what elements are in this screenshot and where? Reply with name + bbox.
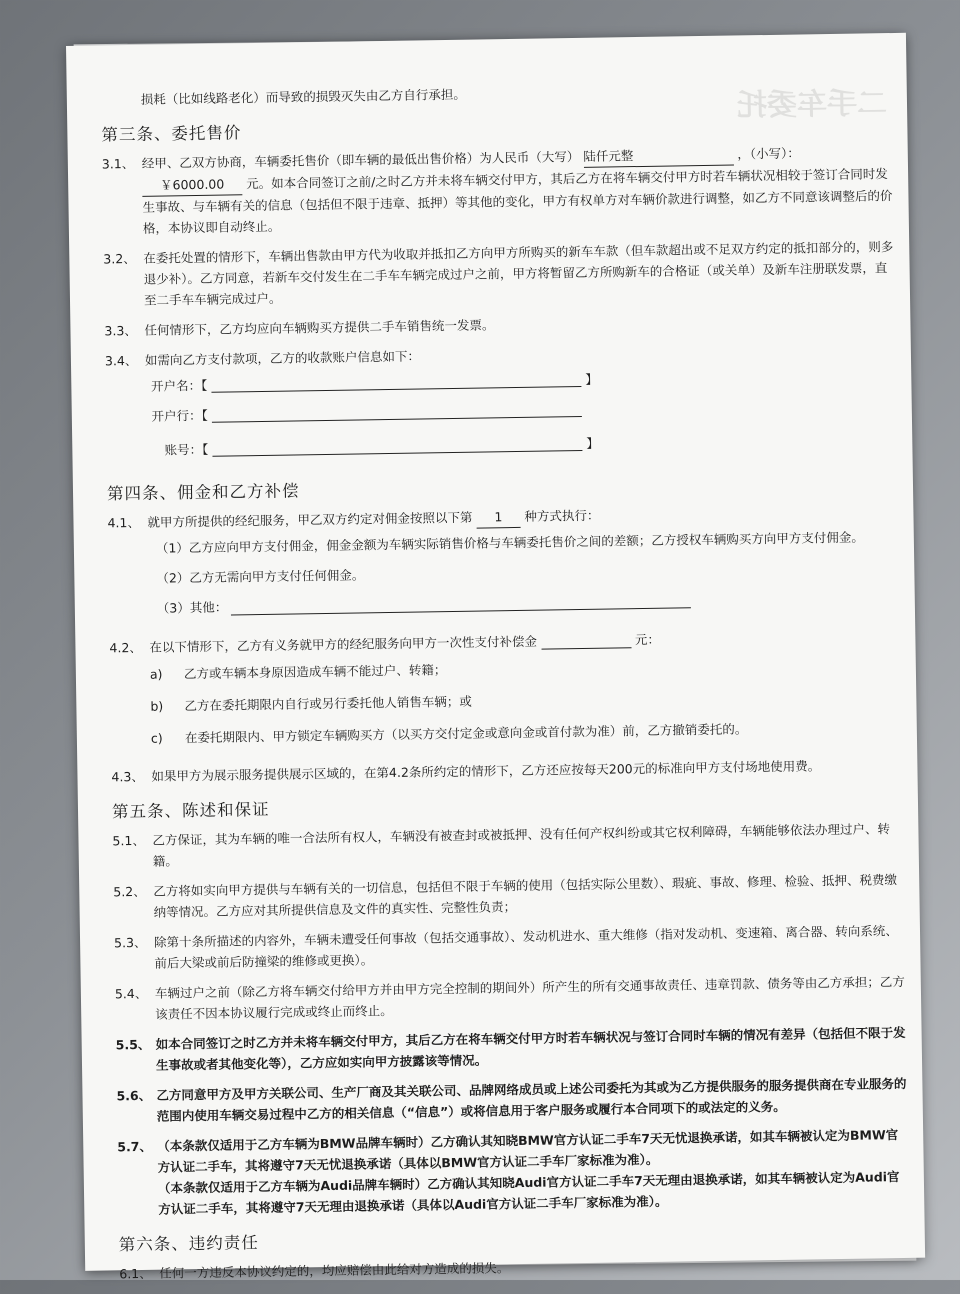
page-content bbox=[101, 77, 910, 1293]
article-5-title: 第五条、陈述和保证 bbox=[111, 799, 270, 822]
sub-item-label: c) bbox=[150, 730, 163, 746]
clause-text: 在委托处置的情形下，车辆出售款由甲方代为收取并抵扣乙方向甲方所购买的新车车款（但车款超出或不足双方约定的抵扣部分的，则多退少补）。乙方同意，若新车交付发生在二手车车辆完成过户之前，甲方将暂留乙方所购新车的合格证（或关单）及新车注册联发票，直至二手车车辆完成过户。 bbox=[143, 239, 894, 308]
sub-item-label: a) bbox=[149, 666, 163, 682]
bank-name-label: 开户行：【 bbox=[151, 407, 208, 424]
clause-5-5 bbox=[116, 1022, 907, 1076]
other-method-field[interactable] bbox=[231, 593, 691, 615]
sub-item-text: 乙方在委托期限内自行或另行委托他人销售车辆；或 bbox=[184, 693, 472, 713]
commission-option-3 bbox=[157, 586, 899, 619]
account-number-label: 账号：【 bbox=[164, 441, 209, 458]
sub-item-text: 乙方或车辆本身原因造成车辆不能过户、转籍； bbox=[183, 661, 447, 681]
clause-5-4 bbox=[115, 971, 906, 1025]
clause-num: 5.6、 bbox=[116, 1087, 152, 1104]
clause-5-7 bbox=[117, 1124, 908, 1220]
clause-5-2 bbox=[113, 869, 904, 923]
commission-option-2: （2）乙方无需向甲方支付任何佣金。 bbox=[156, 567, 365, 586]
clause-text-b: 种方式执行： bbox=[524, 507, 600, 524]
clause-num: 3.2、 bbox=[103, 250, 136, 267]
price-lowercase: ￥6000.00 bbox=[142, 173, 242, 197]
clause-3-1 bbox=[102, 141, 893, 239]
clause-text-b: 元： bbox=[634, 631, 661, 648]
clause-num: 4.2、 bbox=[109, 639, 142, 656]
clause-num: 5.7、 bbox=[117, 1138, 153, 1155]
clause-text: 乙方将如实向甲方提供与车辆有关的一切信息，包括但不限于车辆的使用（包括实际公里数）、瑕疵、事故、修理、检验、抵押、税费缴纳等情况。乙方应对其所提供信息及文件的真实性、完整性负责； bbox=[153, 872, 898, 920]
clause-text-a: 经甲、乙双方协商，车辆委托售价（即车辆的最低出售价格）为人民币（大写） bbox=[141, 148, 580, 171]
clause-text: 乙方同意甲方及甲方关联公司、生产厂商及其关联公司、品牌网络成员或上述公司委托为其或为乙方提供服务的服务提供商在专业服务的范围内使用车辆交易过程中乙方的相关信息（“信息”）或将信息用于客户服务或履行本合同项下的或法定的义务。 bbox=[156, 1075, 907, 1124]
audi-paragraph: （本条款仅适用于乙方车辆为Audi品牌车辆时）乙方确认其知晓Audi官方认证二手车7天无理由退换承诺，如其车辆被认定为Audi官方认证二手车，其将遵守7天无理由退换承诺（具体以Audi官方认证二手车厂家标准为准）。 bbox=[157, 1169, 900, 1217]
commission-method-choice: 1 bbox=[476, 506, 520, 529]
bracket-close: 】 bbox=[585, 371, 598, 387]
clause-5-6 bbox=[116, 1073, 907, 1127]
clause-text: 如需向乙方支付款项，乙方的收款账户信息如下： bbox=[144, 348, 421, 368]
sub-item-text: 在委托期限内、甲方锁定车辆购买方（以买方交付定金或意向金或首付款为准）前，乙方撤销委托的。 bbox=[184, 720, 748, 745]
clause-text bbox=[157, 1124, 908, 1220]
clause-text bbox=[142, 141, 893, 239]
clause-num: 4.1、 bbox=[107, 514, 141, 531]
clause-text-a: 在以下情形下，乙方有义务就甲方的经纪服务向甲方一次性支付补偿金 bbox=[149, 633, 538, 655]
clause-num: 3.1、 bbox=[101, 155, 135, 172]
clause-text: 如果甲方为展示服务提供展示区域的，在第4.2条所约定的情形下，乙方还应按每天200元的标准向甲方支付场地使用费。 bbox=[151, 758, 821, 784]
intro-text: 损耗（比如线路老化）而导致的损毁灭失由乙方自行承担。 bbox=[140, 86, 466, 107]
clause-num: 3.3、 bbox=[104, 322, 137, 339]
show-through-text: 二手车委托 bbox=[736, 86, 888, 124]
clause-4-3 bbox=[111, 754, 901, 787]
compensation-amount-field[interactable] bbox=[541, 633, 631, 649]
clause-text: 任何情形下，乙方均应向车辆购买方提供二手车销售统一发票。 bbox=[144, 317, 495, 338]
account-number-field[interactable] bbox=[212, 435, 582, 456]
clause-text: 如本合同签订之时乙方并未将车辆交付甲方，其后乙方在将车辆交付甲方时若车辆状况与签订合同时车辆的情况有差异（包括但不限于发生事故或者其他变化等），乙方应如实向甲方披露该等情况。 bbox=[155, 1024, 906, 1073]
price-uppercase: 陆仟元整 bbox=[583, 144, 733, 168]
clause-num: 4.3、 bbox=[111, 768, 144, 785]
clause-text: 乙方保证，其为车辆的唯一合法所有权人，车辆没有被查封或被抵押、没有任何产权纠纷或其它权利障碍，车辆能够依法办理过户、转籍。 bbox=[152, 821, 891, 869]
clause-text-b: ，（小写）： bbox=[737, 145, 800, 162]
bracket-close: 】 bbox=[586, 435, 599, 451]
article-6-title: 第六条、违约责任 bbox=[118, 1233, 259, 1255]
clause-num: 5.5、 bbox=[115, 1036, 151, 1053]
clause-text: 任何一方违反本协议约定的，均应赔偿由此给对方造成的损失。 bbox=[159, 1260, 510, 1281]
clause-5-1 bbox=[112, 818, 903, 872]
clause-text-c: 元。如本合同签订之前/之时乙方并未将车辆交付甲方，其后乙方在将车辆交付甲方时若车辆状况相较于签订合同时发生事故、与车辆有关的信息（包括但不限于违章、抵押）等其他的变化，甲方有权单方对车辆价款进行调整，如乙方不同意该调整后的价格，本协议即自动终止。 bbox=[142, 166, 893, 236]
clause-num: 3.4、 bbox=[104, 352, 138, 369]
clause-num: 6.1、 bbox=[119, 1265, 152, 1282]
clause-num: 5.2、 bbox=[113, 883, 146, 900]
bmw-paragraph: （本条款仅适用于乙方车辆为BMW品牌车辆时）乙方确认其知晓BMW官方认证二手车7天无忧退换承诺，如其车辆被认定为BMW官方认证二手车，其将遵守7天无忧退换承诺（具体以BMW官方认证二手车厂家标准为准）。 bbox=[157, 1127, 899, 1175]
article-3-title: 第三条、委托售价 bbox=[101, 123, 242, 145]
clause-text: 除第十条所描述的内容外，车辆未遭受任何事故（包括交通事故）、发动机进水、重大维修（指对发动机、变速箱、离合器、转向系统、前后大梁或前后防撞梁的维修或更换）。 bbox=[153, 923, 898, 971]
clause-3-2 bbox=[103, 236, 894, 311]
account-name-label: 开户名：【 bbox=[150, 377, 208, 394]
option-3-label: （3）其他： bbox=[156, 599, 228, 616]
commission-option-1: （1）乙方应向甲方支付佣金，佣金金额为车辆实际销售价格与车辆委托售价之间的差额；乙方授权车辆购买方向甲方支付佣金。 bbox=[155, 529, 864, 556]
article-4-title: 第四条、佣金和乙方补偿 bbox=[106, 481, 300, 504]
clause-num: 5.1、 bbox=[112, 832, 145, 849]
clause-num: 5.3、 bbox=[113, 934, 147, 951]
account-name-field[interactable] bbox=[211, 371, 581, 392]
clause-text: 车辆过户之前（除乙方将车辆交付给甲方并由甲方完全控制的期间外）所产生的所有交通事故责任、违章罚款、债务等由乙方承担；乙方该责任不因本协议履行完成或终止而终止。 bbox=[154, 973, 905, 1022]
clause-num: 5.4、 bbox=[114, 985, 148, 1002]
clause-5-3 bbox=[114, 920, 905, 974]
contract-page bbox=[66, 33, 925, 1282]
clause-3-3 bbox=[104, 308, 894, 341]
clause-6-1 bbox=[119, 1251, 909, 1284]
sub-item-label: b) bbox=[150, 698, 164, 714]
bank-name-field[interactable] bbox=[212, 401, 582, 422]
clause-text-a: 就甲方所提供的经纪服务，甲乙双方约定对佣金按照以下第 bbox=[147, 509, 473, 530]
